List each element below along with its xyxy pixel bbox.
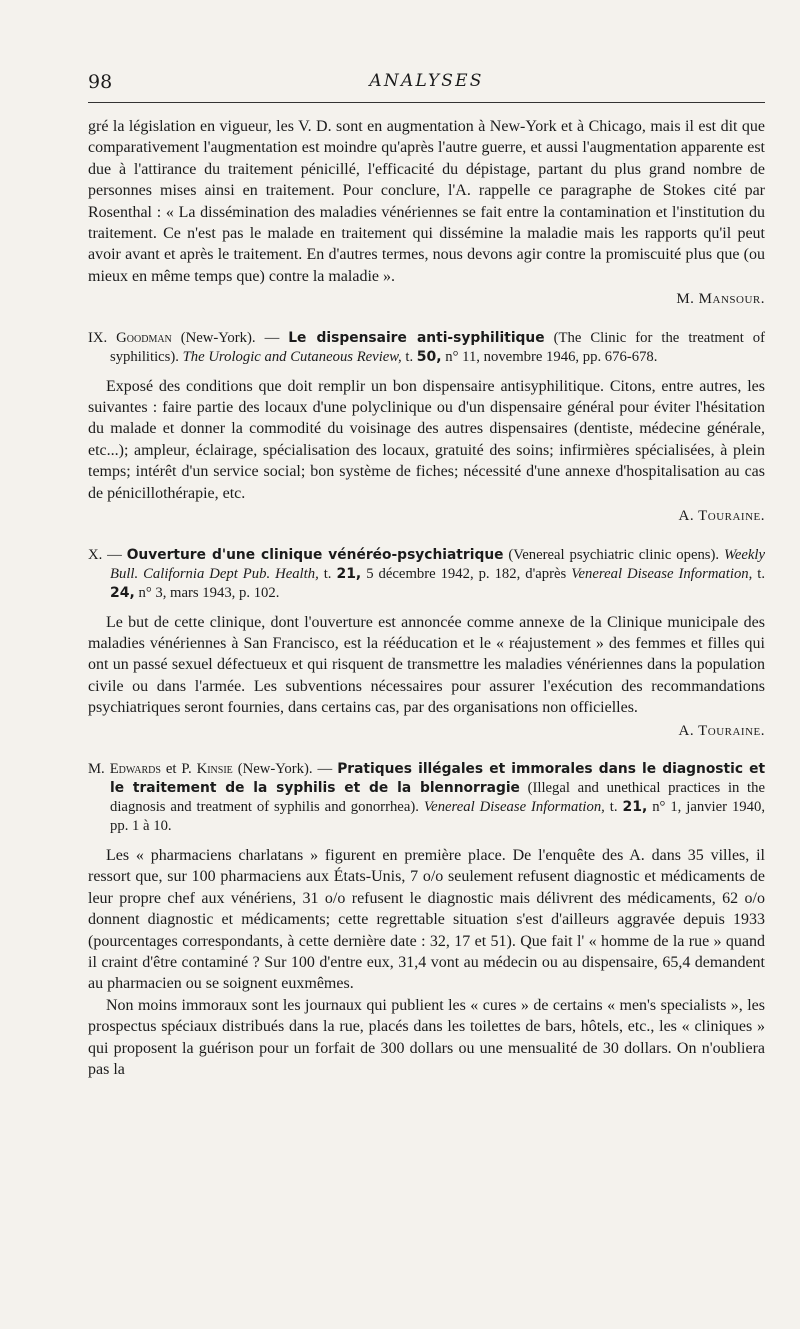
- page-header: [88, 68, 765, 103]
- running-head: ANALYSES: [369, 71, 484, 91]
- ref-journal: Weekly Bull. California Dept Pub. Health,: [110, 546, 765, 582]
- signature-name: A. Touraine.: [678, 722, 765, 739]
- article2-signature: [88, 506, 765, 527]
- article2-reference: [88, 329, 765, 367]
- ref-details: n° 11, novembre 1946, pp. 676-678.: [445, 348, 658, 365]
- page-body: [88, 116, 765, 1080]
- article4-reference: [88, 760, 765, 836]
- article3-body: Le but de cette clinique, dont l'ouverture est annoncée comme annexe de la Clinique municipale des maladies vénériennes à San Francisco, est la rééducation et le « réajustement » des femmes et filles qui ont un passé sexuel défectueux et qui risquent de transmettre les maladies vénériennes dans la population civile ou dans l'armée. Les subventions nécessaires pour assurer l'exécution des recommandations psychiatriques seront fournies, dans certains cas, par des organisations non officielles.: [88, 613, 765, 717]
- ref-details: n° 1, janvier 1940, pp. 1 à 10.: [110, 798, 766, 834]
- article4-body-2: Non moins immoraux sont les journaux qui publient les « cures » de certains « men's specialists », les prospectus spéciaux distribués dans la rue, placés dans les toilettes de bars, hôtels, etc., les « cliniques » qui proposent la guérison pour un forfait de 300 dollars ou une mensualité de 30 dollars. On n'oubliera pas la: [88, 996, 765, 1078]
- ref-title: Pratiques illégales et immorales dans le diagnostic et le traitement de la syphilis et de la blennorragie: [110, 760, 766, 796]
- article1-text: gré la législation en vigueur, les V. D. sont en augmentation à New-York et à Chicago, mais il est dit que comparativement l'augmentation est moindre qu'après l'autre guerre, et aussi l'augmentation apparente est due à l'attirance du traitement pénicillé, l'efficacité du dépistage, partant du plus grand nombre de personnes mises ainsi en traitement. Pour conclure, l'A. rappelle ce paragraphe de Stokes cité par Rosenthal : « La dissémination des maladies vénériennes se fait entre la contamination et l'institution du traitement. Ce n'est pas le malade en traitement qui dissémine la maladie mais les rapports qu'il peut avoir avant et après le traitement. En d'autres termes, nous devons agir contre la promiscuité plus que (ou mieux en même temps que) contre la maladie ».: [88, 118, 765, 285]
- article2-body: Exposé des conditions que doit remplir un bon dispensaire antisyphilitique. Citons, entre autres, les suivantes : faire partie des locaux d'une polyclinique ou d'un dispensaire général pour éviter l'hésitation du malade et donner la commodité du voisinage des autres dispensaires (dentiste, médecine générale, etc...); ampleur, éclairage, spécialisation des locaux, gratuité des soins; infirmières spécialisées, à plein temps; intérêt d'un service social; bon système de fiches; nécessité d'une annexe d'hospitalisation au cas de pénicillothérapie, etc.: [88, 377, 765, 502]
- ref-volume: 21,: [336, 565, 362, 582]
- ref-number: IX.: [88, 329, 108, 346]
- article4-body-1: Les « pharmaciens charlatans » figurent en première place. De l'enquête des A. dans 35 villes, il ressort que, sur 100 pharmaciens aux États-Unis, 7 o/o seulement refusent diagnostic et médicaments de leur propre chef aux vénériens, 31 o/o refusent le diagnostic mais délivrent des médicaments, 62 o/o donnent diagnostic et médicaments; cette regrettable situation s'est d'ailleurs aggravée depuis 1933 (pourcentages correspondants, à cette dernière date : 32, 17 et 51). Que fait l' « homme de la rue » quand il craint d'être contaminé ? Sur 100 d'entre eux, 31,4 vont au médecin ou au dispensaire, 65,4 demandent au pharmacien ou se soignent euxmêmes.: [88, 846, 765, 993]
- ref-journal: Venereal Disease Information,: [423, 798, 605, 815]
- ref-volume: 50,: [416, 348, 442, 365]
- ref-volume: 21,: [622, 798, 648, 815]
- ref-place: (New-York). —: [180, 329, 280, 346]
- ref-conj: et P.: [165, 760, 192, 777]
- ref-author: Goodman: [116, 329, 172, 346]
- article1-signature: [88, 289, 765, 310]
- ref-translation: (Illegal and unethical practices in the diagnosis and treatment of syphilis and gonorrhea).: [110, 779, 766, 815]
- ref-number: M.: [88, 760, 105, 777]
- ref-journal: The Urologic and Cutaneous Review,: [182, 348, 402, 365]
- ref-volume-2: 24,: [110, 584, 135, 601]
- ref-title: Le dispensaire anti-syphilitique: [288, 329, 545, 346]
- ref-number: X. —: [88, 546, 122, 563]
- article3-reference: [88, 546, 765, 603]
- ref-place: (New-York). —: [237, 760, 333, 777]
- ref-details: 5 décembre 1942, p. 182, d'après: [366, 565, 567, 582]
- signature-name: A. Touraine.: [678, 508, 765, 525]
- ref-title: Ouverture d'une clinique vénéréo-psychiatrique: [126, 546, 504, 563]
- ref-details-2: n° 3, mars 1943, p. 102.: [138, 584, 280, 601]
- ref-author: Edwards: [109, 760, 161, 777]
- ref-translation: (Venereal psychiatric clinic opens).: [508, 546, 720, 563]
- signature-name: M. Mansour.: [676, 291, 765, 308]
- ref-journal-2: Venereal Disease Information,: [571, 565, 753, 582]
- ref-vol-label: t.: [405, 348, 414, 365]
- page-number: 98: [88, 71, 113, 93]
- article3-signature: [88, 721, 765, 742]
- ref-translation: (The Clinic for the treatment of syphilitics).: [110, 329, 766, 365]
- ref-vol-label-2: t.: [757, 565, 766, 582]
- ref-vol-label: t.: [609, 798, 618, 815]
- ref-vol-label: t.: [323, 565, 332, 582]
- ref-author-2: Kinsie: [196, 760, 233, 777]
